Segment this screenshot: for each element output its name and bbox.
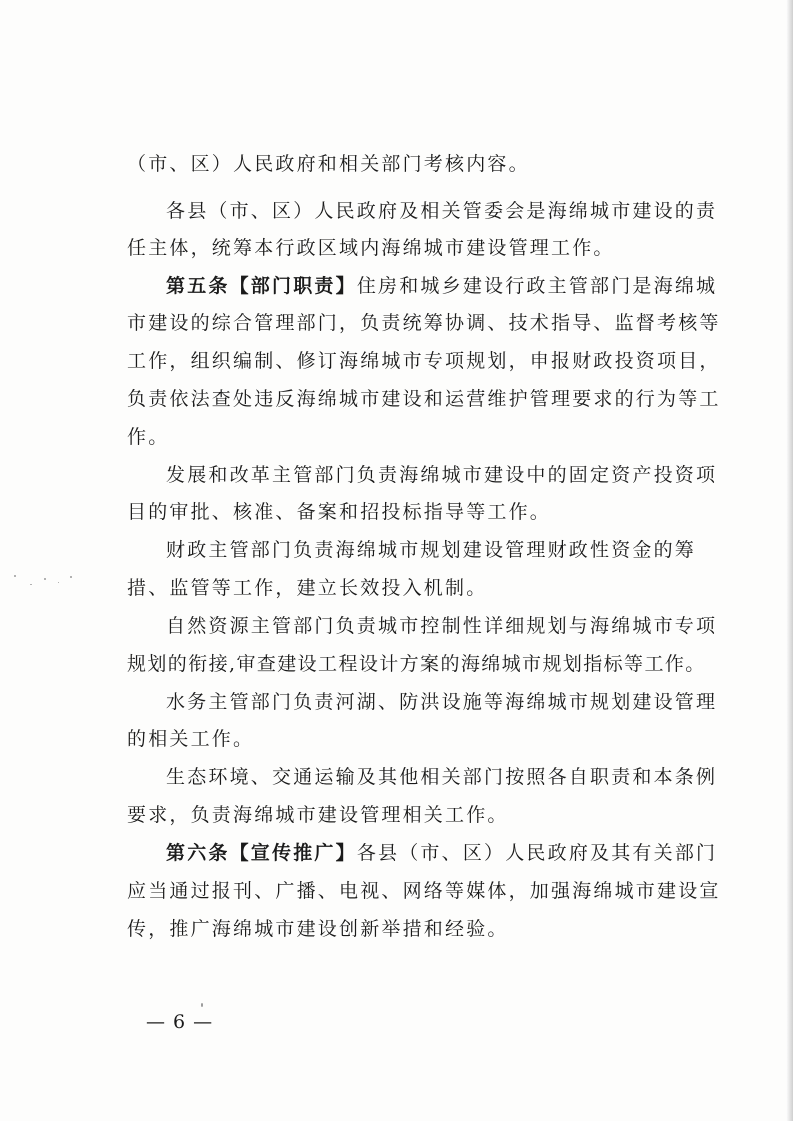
line-text: 目的审批、核准、备案和招投标指导等工作。 <box>127 501 552 523</box>
text-line <box>166 690 717 714</box>
text-line <box>127 803 509 827</box>
text-line <box>166 274 717 298</box>
page-number: — 6 — <box>146 1011 214 1033</box>
text-line <box>127 311 721 335</box>
line-text: 工作，组织编制、修订海绵城市专项规划，申报财政投资项目， <box>127 350 721 372</box>
text-line <box>127 727 254 751</box>
line-text: 各县（市、区）人民政府及其有关部门 <box>356 842 718 864</box>
article-heading: 第五条【部门职责】 <box>166 275 357 297</box>
text-line <box>127 152 530 176</box>
scan-speckle <box>14 575 16 577</box>
article-heading: 第六条【宣传推广】 <box>166 842 357 864</box>
text-line <box>127 500 551 524</box>
line-text: 市建设的综合管理部门，负责统筹协调、技术指导、监督考核等 <box>127 312 721 334</box>
text-line <box>166 199 717 223</box>
line-text: 要求，负责海绵城市建设管理相关工作。 <box>127 804 509 826</box>
line-text: 的相关工作。 <box>127 728 255 750</box>
line-text: 负责依法查处违反海绵城市建设和运营维护管理要求的行为等工 <box>127 388 721 410</box>
line-text: 自然资源主管部门负责城市控制性详细规划与海绵城市专项 <box>166 615 718 637</box>
text-line <box>127 387 721 411</box>
scan-speckle <box>30 584 32 585</box>
text-line <box>166 614 717 638</box>
line-text: 财政主管部门负责海绵城市规划建设管理财政性资金的筹 <box>166 539 697 561</box>
scan-speckle <box>201 1003 203 1007</box>
text-line <box>166 538 696 562</box>
text-line <box>166 765 717 789</box>
line-text: 传，推广海绵城市建设创新举措和经验。 <box>127 918 509 940</box>
line-text: 任主体，统筹本行政区域内海绵城市建设管理工作。 <box>127 237 615 259</box>
line-text: 生态环境、交通运输及其他相关部门按照各自职责和本条例 <box>166 766 718 788</box>
text-line <box>127 236 615 260</box>
text-line <box>127 917 509 941</box>
page-edge-shadow <box>786 0 793 1121</box>
line-text: 措、监管等工作，建立长效投入机制。 <box>127 577 488 599</box>
line-text: （市、区）人民政府和相关部门考核内容。 <box>127 153 530 175</box>
line-text: 各县（市、区）人民政府及相关管委会是海绵城市建设的责 <box>166 200 718 222</box>
line-text: 规划的衔接,审查建设工程设计方案的海绵城市规划指标等工作。 <box>127 653 706 675</box>
text-line <box>166 841 717 865</box>
text-line <box>127 349 721 373</box>
text-line <box>127 576 487 600</box>
text-line <box>127 425 169 449</box>
line-text: 应当通过报刊、广播、电视、网络等媒体，加强海绵城市建设宣 <box>127 880 721 902</box>
scan-speckle <box>58 582 59 583</box>
text-line <box>127 652 706 676</box>
text-line <box>166 463 717 487</box>
scan-speckle <box>44 578 46 580</box>
text-line <box>127 879 721 903</box>
line-text: 住房和城乡建设行政主管部门是海绵城 <box>356 275 718 297</box>
line-text: 发展和改革主管部门负责海绵城市建设中的固定资产投资项 <box>166 464 718 486</box>
line-text: 作。 <box>127 426 170 448</box>
scan-speckle <box>70 576 72 578</box>
line-text: 水务主管部门负责河湖、防洪设施等海绵城市规划建设管理 <box>166 691 718 713</box>
